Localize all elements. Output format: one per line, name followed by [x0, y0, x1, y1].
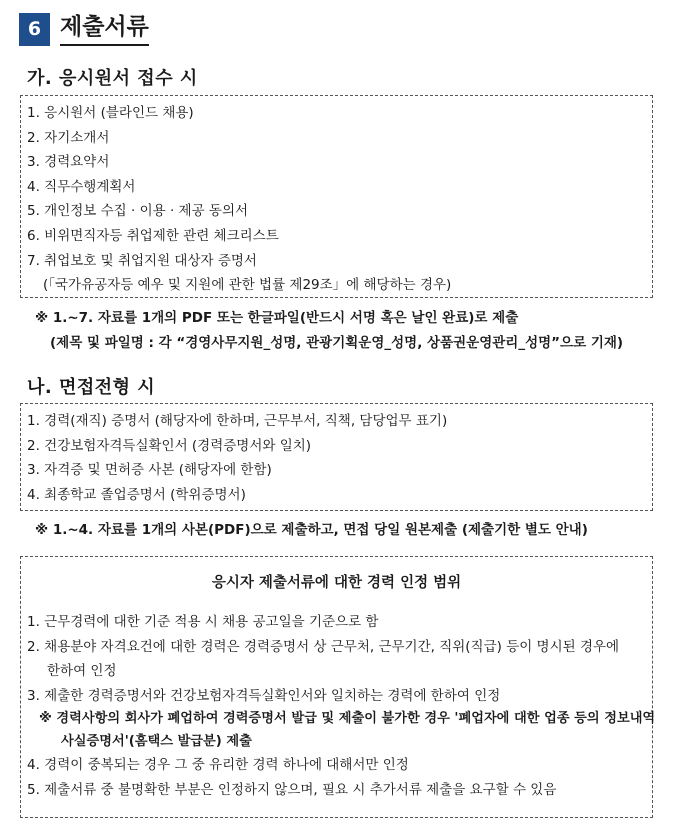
career-recognition-list [21, 610, 656, 802]
list-item: 한하여 인정 [47, 663, 117, 679]
application-note-line2: (제목 및 파일명 : 각 “경영사무지원_성명, 관광기획운영_성명, 상품권운영관리_성명”으로 기재) [50, 335, 624, 351]
list-item: 4. 직무수행계획서 [27, 178, 136, 195]
list-item: 5. 개인정보 수집 · 이용 · 제공 동의서 [27, 203, 249, 220]
section-number-badge: 6 [19, 13, 50, 46]
list-item: 3. 경력요약서 [27, 154, 110, 171]
list-item: 6. 비위면직자등 취업제한 관련 체크리스트 [27, 227, 279, 244]
list-item: 2. 채용분야 자격요건에 대한 경력은 경력증명서 상 근무처, 근무기간, 직위(직급) 등이 명시된 경우에 [27, 638, 620, 655]
career-recognition-title: 응시자 제출서류에 대한 경력 인정 범위 [211, 575, 462, 591]
list-item: 1. 응시원서 (블라인드 채용) [27, 105, 194, 121]
section-title: 제출서류 [60, 12, 149, 46]
career-recognition-box [20, 556, 656, 818]
interview-documents-list [21, 409, 652, 507]
list-item: 7. 취업보호 및 취업지원 대상자 증명서 [27, 252, 257, 269]
list-item: 4. 최종학교 졸업증명서 (학위증명서) [27, 486, 246, 503]
career-note-line: ※ 경력사항의 회사가 폐업하여 경력증명서 발급 및 제출이 불가한 경우 '폐업자에 대한 업종 등의 정보내역 [39, 711, 656, 726]
list-item: (「국가유공자등 예우 및 지원에 관한 법률 제29조」에 해당하는 경우) [43, 277, 452, 294]
list-item: 3. 자격증 및 면허증 사본 (해당자에 한함) [27, 462, 272, 479]
list-item: 2. 건강보험자격득실확인서 (경력증명서와 일치) [27, 437, 312, 454]
section-header [19, 12, 149, 46]
interview-note: ※ 1.~4. 자료를 1개의 사본(PDF)으로 제출하고, 면접 당일 원본제출 (제출기한 별도 안내) [35, 522, 588, 538]
career-note-line: 사실증명서'(홈택스 발급분) 제출 [61, 733, 252, 749]
application-documents-box [20, 95, 653, 298]
interview-subtitle: 나. 면접전형 시 [27, 377, 156, 398]
list-item: 4. 경력이 중복되는 경우 그 중 유리한 경력 하나에 대해서만 인정 [27, 757, 409, 773]
list-item: 1. 경력(재직) 증명서 (해당자에 한하며, 근무부서, 직책, 담당업무 표기) [27, 413, 448, 429]
application-documents-list [21, 101, 652, 298]
list-item: 1. 근무경력에 대한 기준 적용 시 채용 공고일을 기준으로 함 [27, 614, 379, 630]
list-item: 2. 자기소개서 [27, 129, 110, 146]
application-subtitle: 가. 응시원서 접수 시 [27, 68, 198, 89]
list-item: 3. 제출한 경력증명서와 건강보험자격득실확인서와 일치하는 경력에 한하여 인정 [27, 687, 501, 704]
list-item: 5. 제출서류 중 불명확한 부분은 인정하지 않으며, 필요 시 추가서류 제출을 요구할 수 있음 [27, 781, 557, 798]
interview-documents-box [20, 403, 653, 511]
application-note-line1: ※ 1.~7. 자료를 1개의 PDF 또는 한글파일(반드시 서명 혹은 날인 완료)로 제출 [35, 310, 519, 326]
